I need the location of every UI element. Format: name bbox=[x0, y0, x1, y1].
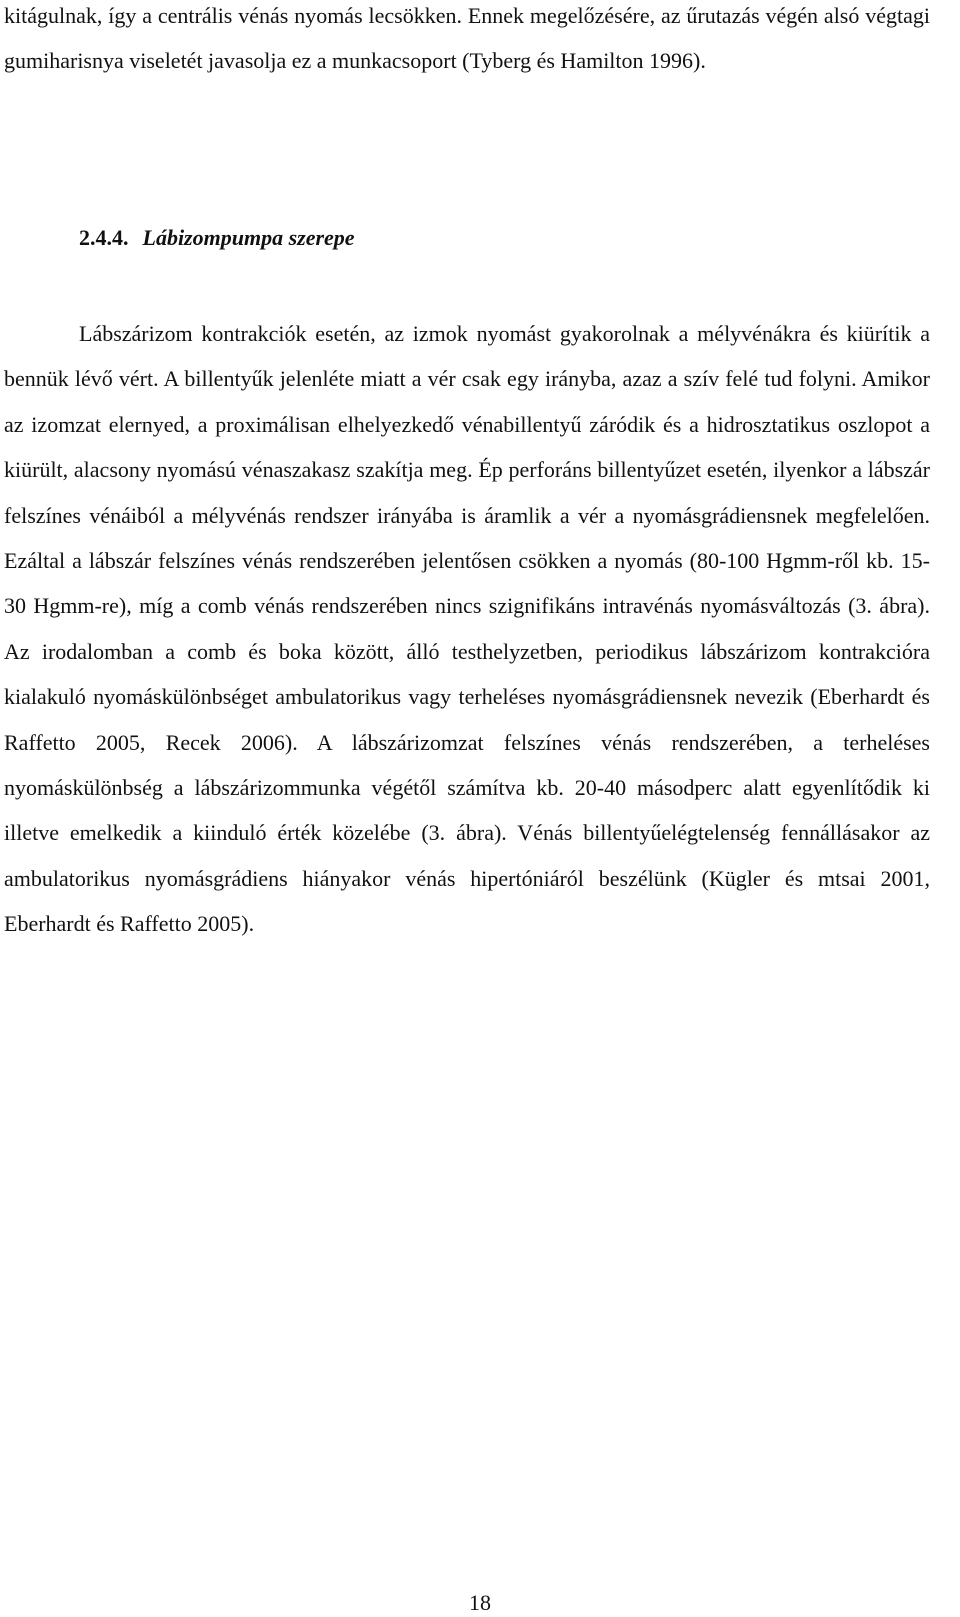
section-heading bbox=[79, 224, 355, 252]
page-number: 18 bbox=[469, 1590, 491, 1615]
section-number: 2.4.4. bbox=[79, 225, 129, 250]
section-title: Lábizompumpa szerepe bbox=[142, 225, 355, 250]
intro-paragraph: kitágulnak, így a centrális vénás nyomás lecsökken. Ennek megelőzésére, az űrutazás végén alsó végtagi gumiharisnya viseletét javasolja ez a munkacsoport (Tyberg és Hamilton 1996). bbox=[4, 3, 930, 74]
body-paragraph: Lábszárizom kontrakciók esetén, az izmok nyomást gyakorolnak a mélyvénákra és kiürítik a bennük lévő vért. A billentyűk jelenléte miatt a vér csak egy irányba, azaz a szív felé tud folyni. Amikor az izomzat elernyed, a proximálisan elhelyezkedő vénabillentyű záródik és a hidrosztatikus oszlopot a kiürült, alacsony nyomású vénaszakasz szakítja meg. Ép perforáns billentyűzet esetén, ilyenkor a lábszár felszínes vénáiból a mélyvénás rendszer irányába is áramlik a vér a nyomásgrádiensnek megfelelően. Ezáltal a lábszár felszínes vénás rendszerében jelentősen csökken a nyomás (80-100 Hgmm-ről kb. 15-30 Hgmm-re), míg a comb vénás rendszerében nincs szignifikáns intravénás nyomásváltozás (3. ábra). Az irodalomban a comb és boka között, álló testhelyzetben, periodikus lábszárizom kontrakcióra kialakuló nyomáskülönbséget ambulatorikus vagy terheléses nyomásgrádiensnek nevezik (Eberhardt és Raffetto 2005, Recek 2006). A lábszárizomzat felszínes vénás rendszerében, a terheléses nyomáskülönbség a lábszárizommunka végétől számítva kb. 20-40 másodperc alatt egyenlítődik ki illetve emelkedik a kiinduló érték közelébe (3. ábra). Vénás billentyűelégtelenség fennállásakor az ambulatorikus nyomásgrádiens hiányakor vénás hipertóniáról beszélünk (Kügler és mtsai 2001, Eberhardt és Raffetto 2005). bbox=[4, 321, 930, 937]
